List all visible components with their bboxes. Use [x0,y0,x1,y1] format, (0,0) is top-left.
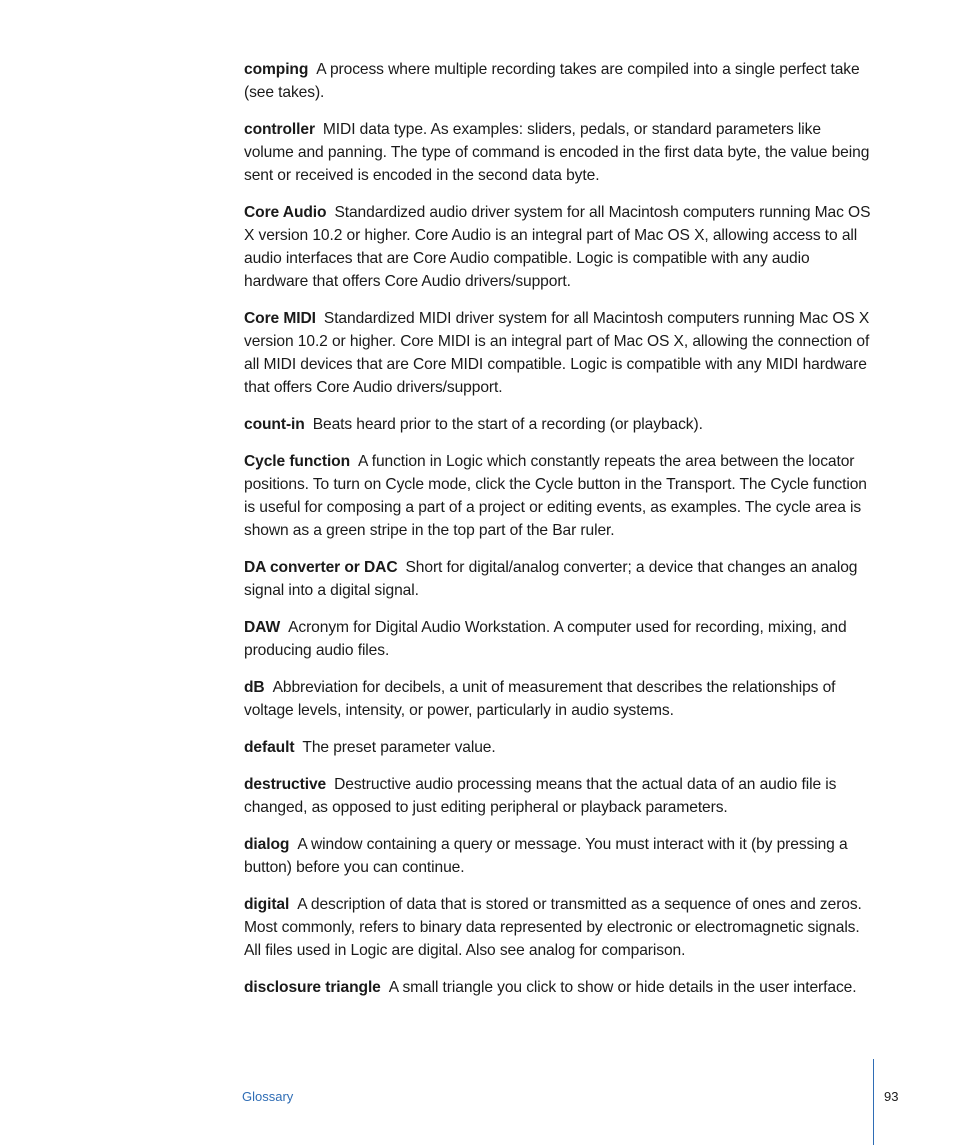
glossary-list [244,58,874,1013]
glossary-entry-count-in [244,413,874,436]
glossary-definition: A process where multiple recording takes are compiled into a single perfect take (see takes). [244,61,860,101]
glossary-entry-core-audio [244,201,874,293]
glossary-entry-daw [244,616,874,662]
glossary-term: comping [244,61,309,78]
glossary-term: Core Audio [244,204,327,221]
glossary-term: digital [244,896,290,913]
glossary-entry-dialog [244,833,874,879]
glossary-entry-cycle-function [244,450,874,542]
glossary-term: dB [244,679,265,696]
footer-section-label: Glossary [242,1089,294,1104]
glossary-entry-controller [244,118,874,187]
glossary-definition: A small triangle you click to show or hide details in the user interface. [388,979,857,996]
glossary-definition: A window containing a query or message. You must interact with it (by pressing a button) before you can continue. [244,836,848,876]
glossary-definition: Abbreviation for decibels, a unit of measurement that describes the relationships of voltage levels, intensity, or power, particularly in audio systems. [244,679,836,719]
glossary-definition: A description of data that is stored or transmitted as a sequence of ones and zeros. Most commonly, refers to binary data represented by electronic or electromagnetic signals. All files used in Logic are digital. Also see analog for comparison. [244,896,862,959]
glossary-term: count-in [244,416,305,433]
glossary-definition: Acronym for Digital Audio Workstation. A computer used for recording, mixing, and producing audio files. [244,619,847,659]
glossary-term: default [244,739,295,756]
glossary-definition: Standardized MIDI driver system for all Macintosh computers running Mac OS X version 10.2 or higher. Core MIDI is an integral part of Mac OS X, allowing the connection of all MIDI devices that are Core MIDI compatible. Logic is compatible with any MIDI hardware that offers Core Audio drivers/support. [244,310,870,396]
glossary-entry-db [244,676,874,722]
glossary-definition: A function in Logic which constantly repeats the area between the locator positions. To turn on Cycle mode, click the Cycle button in the Transport. The Cycle function is useful for composing a part of a project or editing events, as examples. The cycle area is shown as a green stripe in the top part of the Bar ruler. [244,453,867,539]
glossary-term: disclosure triangle [244,979,381,996]
glossary-definition: Standardized audio driver system for all Macintosh computers running Mac OS X version 10.2 or higher. Core Audio is an integral part of Mac OS X, allowing access to all audio interfaces that are Core Audio compatible. Logic is compatible with any audio hardware that offers Core Audio drivers/support. [244,204,871,290]
glossary-definition: The preset parameter value. [302,739,496,756]
glossary-term: dialog [244,836,290,853]
glossary-term: controller [244,121,315,138]
glossary-definition: MIDI data type. As examples: sliders, pedals, or standard parameters like volume and panning. The type of command is encoded in the first data byte, the value being sent or received is encoded in the second data byte. [244,121,870,184]
glossary-entry-core-midi [244,307,874,399]
glossary-term: destructive [244,776,327,793]
glossary-term: Core MIDI [244,310,316,327]
glossary-term: Cycle function [244,453,351,470]
glossary-entry-da-converter [244,556,874,602]
page-number: 93 [884,1089,899,1104]
glossary-entry-default [244,736,874,759]
glossary-term: DA converter or DAC [244,559,398,576]
glossary-entry-digital [244,893,874,962]
glossary-definition: Beats heard prior to the start of a recording (or playback). [312,416,703,433]
glossary-entry-disclosure-triangle [244,976,874,999]
glossary-entry-comping [244,58,874,104]
glossary-term: DAW [244,619,281,636]
glossary-entry-destructive [244,773,874,819]
footer-divider [873,1059,874,1145]
glossary-definition: Short for digital/analog converter; a device that changes an analog signal into a digital signal. [244,559,858,599]
glossary-definition: Destructive audio processing means that the actual data of an audio file is changed, as opposed to just editing peripheral or playback parameters. [244,776,837,816]
